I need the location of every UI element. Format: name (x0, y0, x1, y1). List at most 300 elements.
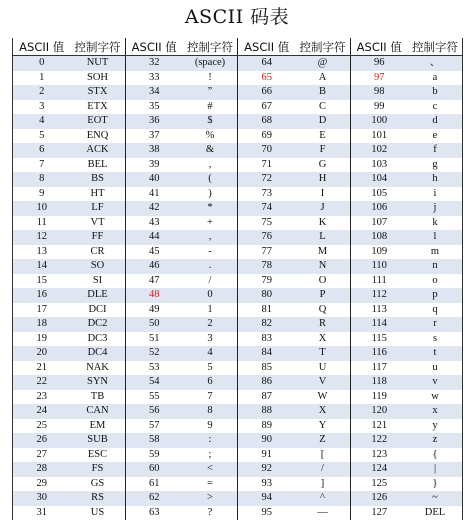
control-char-cell: Q (296, 303, 351, 318)
table-row (13, 129, 463, 144)
control-char-cell: # (183, 100, 238, 115)
control-char-cell: 8 (183, 404, 238, 419)
ascii-value-cell: 93 (238, 477, 296, 492)
table-row (13, 303, 463, 318)
ascii-value-cell: 118 (350, 375, 408, 390)
ascii-value-cell: 78 (238, 259, 296, 274)
table-row (13, 172, 463, 187)
control-char-cell: SO (71, 259, 126, 274)
ascii-value-cell: 100 (350, 114, 408, 129)
ascii-value-cell: 97 (350, 71, 408, 86)
control-char-cell: DC4 (71, 346, 126, 361)
control-char-cell: z (408, 433, 463, 448)
ascii-value-cell: 109 (350, 245, 408, 260)
control-char-cell: J (296, 201, 351, 216)
ascii-value-cell: 74 (238, 201, 296, 216)
control-char-cell: ! (183, 71, 238, 86)
control-char-cell: e (408, 129, 463, 144)
ascii-value-cell: 7 (13, 158, 71, 173)
control-char-cell: k (408, 216, 463, 231)
ascii-value-cell: 41 (125, 187, 183, 202)
ascii-value-cell: 62 (125, 491, 183, 506)
control-char-cell: LF (71, 201, 126, 216)
ascii-value-cell: 89 (238, 419, 296, 434)
ascii-value-cell: 110 (350, 259, 408, 274)
control-char-cell: @ (296, 56, 351, 71)
ascii-value-cell: 24 (13, 404, 71, 419)
control-char-cell: a (408, 71, 463, 86)
control-char-cell: r (408, 317, 463, 332)
ascii-value-cell: 98 (350, 85, 408, 100)
header-ascii-value: ASCII 值 (13, 38, 71, 56)
control-char-cell: > (183, 491, 238, 506)
ascii-value-cell: 32 (125, 56, 183, 71)
header-ascii-value: ASCII 值 (238, 38, 296, 56)
control-char-cell: x (408, 404, 463, 419)
ascii-value-cell: 103 (350, 158, 408, 173)
table-row (13, 71, 463, 86)
control-char-cell: HT (71, 187, 126, 202)
ascii-value-cell: 126 (350, 491, 408, 506)
ascii-value-cell: 21 (13, 361, 71, 376)
control-char-cell: V (296, 375, 351, 390)
ascii-value-cell: 5 (13, 129, 71, 144)
ascii-value-cell: 113 (350, 303, 408, 318)
control-char-cell: q (408, 303, 463, 318)
table-row (13, 404, 463, 419)
ascii-value-cell: 36 (125, 114, 183, 129)
ascii-value-cell: 53 (125, 361, 183, 376)
ascii-value-cell: 43 (125, 216, 183, 231)
control-char-cell: o (408, 274, 463, 289)
control-char-cell: * (183, 201, 238, 216)
ascii-value-cell: 125 (350, 477, 408, 492)
control-char-cell: ; (183, 448, 238, 463)
control-char-cell: SI (71, 274, 126, 289)
control-char-cell: b (408, 85, 463, 100)
ascii-value-cell: 26 (13, 433, 71, 448)
control-char-cell: . (183, 259, 238, 274)
ascii-value-cell: 22 (13, 375, 71, 390)
control-char-cell: h (408, 172, 463, 187)
control-char-cell: ~ (408, 491, 463, 506)
control-char-cell: SYN (71, 375, 126, 390)
ascii-value-cell: 92 (238, 462, 296, 477)
control-char-cell: ACK (71, 143, 126, 158)
ascii-value-cell: 27 (13, 448, 71, 463)
ascii-value-cell: 124 (350, 462, 408, 477)
control-char-cell: SUB (71, 433, 126, 448)
table-row (13, 433, 463, 448)
ascii-value-cell: 121 (350, 419, 408, 434)
control-char-cell: CR (71, 245, 126, 260)
ascii-value-cell: 2 (13, 85, 71, 100)
ascii-table (12, 38, 463, 520)
ascii-value-cell: 44 (125, 230, 183, 245)
control-char-cell: [ (296, 448, 351, 463)
ascii-value-cell: 84 (238, 346, 296, 361)
control-char-cell: K (296, 216, 351, 231)
control-char-cell: TB (71, 390, 126, 405)
ascii-value-cell: 108 (350, 230, 408, 245)
ascii-value-cell: 33 (125, 71, 183, 86)
ascii-value-cell: 65 (238, 71, 296, 86)
control-char-cell: m (408, 245, 463, 260)
control-char-cell: M (296, 245, 351, 260)
control-char-cell: : (183, 433, 238, 448)
table-row (13, 259, 463, 274)
ascii-value-cell: 29 (13, 477, 71, 492)
ascii-value-cell: 50 (125, 317, 183, 332)
control-char-cell: 2 (183, 317, 238, 332)
control-char-cell: l (408, 230, 463, 245)
header-control-char: 控制字符 (71, 38, 126, 56)
control-char-cell: H (296, 172, 351, 187)
ascii-value-cell: 60 (125, 462, 183, 477)
table-row (13, 506, 463, 521)
ascii-value-cell: 9 (13, 187, 71, 202)
ascii-value-cell: 107 (350, 216, 408, 231)
table-row (13, 85, 463, 100)
ascii-value-cell: 45 (125, 245, 183, 260)
control-char-cell: y (408, 419, 463, 434)
control-char-cell: ” (183, 85, 238, 100)
ascii-value-cell: 38 (125, 143, 183, 158)
control-char-cell: F (296, 143, 351, 158)
control-char-cell: (space) (183, 56, 238, 71)
ascii-value-cell: 40 (125, 172, 183, 187)
control-char-cell: 6 (183, 375, 238, 390)
control-char-cell: g (408, 158, 463, 173)
control-char-cell: W (296, 390, 351, 405)
ascii-value-cell: 99 (350, 100, 408, 115)
control-char-cell: & (183, 143, 238, 158)
control-char-cell: FF (71, 230, 126, 245)
control-char-cell: US (71, 506, 126, 521)
control-char-cell: C (296, 100, 351, 115)
ascii-value-cell: 122 (350, 433, 408, 448)
ascii-value-cell: 48 (125, 288, 183, 303)
ascii-value-cell: 83 (238, 332, 296, 347)
table-row (13, 346, 463, 361)
table-row (13, 332, 463, 347)
control-char-cell: $ (183, 114, 238, 129)
control-char-cell: u (408, 361, 463, 376)
ascii-value-cell: 80 (238, 288, 296, 303)
control-char-cell: BS (71, 172, 126, 187)
control-char-cell: d (408, 114, 463, 129)
header-ascii-value: ASCII 值 (125, 38, 183, 56)
ascii-value-cell: 30 (13, 491, 71, 506)
control-char-cell: DC3 (71, 332, 126, 347)
table-row (13, 419, 463, 434)
control-char-cell: Z (296, 433, 351, 448)
header-control-char: 控制字符 (408, 38, 463, 56)
control-char-cell: 、 (408, 56, 463, 71)
control-char-cell: DCI (71, 303, 126, 318)
control-char-cell: DLE (71, 288, 126, 303)
ascii-value-cell: 51 (125, 332, 183, 347)
control-char-cell: T (296, 346, 351, 361)
ascii-value-cell: 76 (238, 230, 296, 245)
control-char-cell: B (296, 85, 351, 100)
control-char-cell: N (296, 259, 351, 274)
ascii-value-cell: 18 (13, 317, 71, 332)
header-control-char: 控制字符 (296, 38, 351, 56)
ascii-value-cell: 90 (238, 433, 296, 448)
control-char-cell: BEL (71, 158, 126, 173)
control-char-cell: EOT (71, 114, 126, 129)
ascii-value-cell: 6 (13, 143, 71, 158)
control-char-cell: 7 (183, 390, 238, 405)
control-char-cell: j (408, 201, 463, 216)
control-char-cell: A (296, 71, 351, 86)
ascii-value-cell: 104 (350, 172, 408, 187)
ascii-value-cell: 101 (350, 129, 408, 144)
ascii-value-cell: 49 (125, 303, 183, 318)
table-row (13, 477, 463, 492)
ascii-value-cell: 77 (238, 245, 296, 260)
ascii-value-cell: 25 (13, 419, 71, 434)
ascii-value-cell: 123 (350, 448, 408, 463)
control-char-cell: = (183, 477, 238, 492)
ascii-value-cell: 19 (13, 332, 71, 347)
ascii-value-cell: 28 (13, 462, 71, 477)
ascii-value-cell: 11 (13, 216, 71, 231)
header-control-char: 控制字符 (183, 38, 238, 56)
control-char-cell: 4 (183, 346, 238, 361)
ascii-value-cell: 13 (13, 245, 71, 260)
control-char-cell: NAK (71, 361, 126, 376)
table-row (13, 114, 463, 129)
ascii-value-cell: 16 (13, 288, 71, 303)
ascii-value-cell: 3 (13, 100, 71, 115)
control-char-cell: E (296, 129, 351, 144)
control-char-cell: O (296, 274, 351, 289)
table-row (13, 56, 463, 71)
ascii-value-cell: 54 (125, 375, 183, 390)
ascii-value-cell: 81 (238, 303, 296, 318)
ascii-value-cell: 47 (125, 274, 183, 289)
control-char-cell: P (296, 288, 351, 303)
control-char-cell: { (408, 448, 463, 463)
ascii-value-cell: 94 (238, 491, 296, 506)
ascii-value-cell: 35 (125, 100, 183, 115)
ascii-value-cell: 95 (238, 506, 296, 521)
ascii-value-cell: 63 (125, 506, 183, 521)
control-char-cell: ETX (71, 100, 126, 115)
ascii-value-cell: 79 (238, 274, 296, 289)
table-row (13, 288, 463, 303)
control-char-cell: ESC (71, 448, 126, 463)
table-row (13, 274, 463, 289)
control-char-cell: GS (71, 477, 126, 492)
ascii-value-cell: 37 (125, 129, 183, 144)
ascii-value-cell: 61 (125, 477, 183, 492)
control-char-cell: i (408, 187, 463, 202)
table-row (13, 216, 463, 231)
table-row (13, 375, 463, 390)
control-char-cell: , (183, 158, 238, 173)
ascii-value-cell: 82 (238, 317, 296, 332)
control-char-cell: + (183, 216, 238, 231)
control-char-cell: c (408, 100, 463, 115)
control-char-cell: L (296, 230, 351, 245)
control-char-cell: p (408, 288, 463, 303)
control-char-cell: s (408, 332, 463, 347)
ascii-value-cell: 57 (125, 419, 183, 434)
control-char-cell: CAN (71, 404, 126, 419)
ascii-value-cell: 1 (13, 71, 71, 86)
control-char-cell: 9 (183, 419, 238, 434)
ascii-value-cell: 20 (13, 346, 71, 361)
control-char-cell: % (183, 129, 238, 144)
control-char-cell: n (408, 259, 463, 274)
ascii-value-cell: 59 (125, 448, 183, 463)
ascii-value-cell: 71 (238, 158, 296, 173)
page-title: ASCII 码表 (184, 6, 290, 28)
header-ascii-value: ASCII 值 (350, 38, 408, 56)
ascii-value-cell: 39 (125, 158, 183, 173)
table-row (13, 100, 463, 115)
control-char-cell: VT (71, 216, 126, 231)
control-char-cell: v (408, 375, 463, 390)
control-char-cell: R (296, 317, 351, 332)
control-char-cell: } (408, 477, 463, 492)
ascii-value-cell: 58 (125, 433, 183, 448)
ascii-value-cell: 112 (350, 288, 408, 303)
ascii-value-cell: 72 (238, 172, 296, 187)
table-row (13, 201, 463, 216)
control-char-cell: / (296, 462, 351, 477)
table-row (13, 448, 463, 463)
control-char-cell: U (296, 361, 351, 376)
ascii-value-cell: 64 (238, 56, 296, 71)
control-char-cell: 5 (183, 361, 238, 376)
table-body (13, 56, 463, 521)
ascii-value-cell: 127 (350, 506, 408, 521)
control-char-cell: RS (71, 491, 126, 506)
ascii-value-cell: 42 (125, 201, 183, 216)
ascii-value-cell: 46 (125, 259, 183, 274)
control-char-cell: t (408, 346, 463, 361)
control-char-cell: DC2 (71, 317, 126, 332)
ascii-value-cell: 17 (13, 303, 71, 318)
control-char-cell: ) (183, 187, 238, 202)
ascii-value-cell: 73 (238, 187, 296, 202)
control-char-cell: 1 (183, 303, 238, 318)
control-char-cell: ( (183, 172, 238, 187)
ascii-value-cell: 111 (350, 274, 408, 289)
table-row (13, 143, 463, 158)
ascii-value-cell: 31 (13, 506, 71, 521)
ascii-value-cell: 85 (238, 361, 296, 376)
ascii-value-cell: 88 (238, 404, 296, 419)
ascii-value-cell: 119 (350, 390, 408, 405)
table-row (13, 245, 463, 260)
control-char-cell: 0 (183, 288, 238, 303)
ascii-value-cell: 75 (238, 216, 296, 231)
control-char-cell: EM (71, 419, 126, 434)
table-row (13, 462, 463, 477)
ascii-value-cell: 115 (350, 332, 408, 347)
table-row (13, 390, 463, 405)
control-char-cell: f (408, 143, 463, 158)
control-char-cell: SOH (71, 71, 126, 86)
ascii-value-cell: 96 (350, 56, 408, 71)
control-char-cell: / (183, 274, 238, 289)
ascii-value-cell: 23 (13, 390, 71, 405)
ascii-value-cell: 86 (238, 375, 296, 390)
ascii-value-cell: 4 (13, 114, 71, 129)
control-char-cell: — (296, 506, 351, 521)
table-row (13, 361, 463, 376)
ascii-value-cell: 102 (350, 143, 408, 158)
control-char-cell: ] (296, 477, 351, 492)
ascii-value-cell: 0 (13, 56, 71, 71)
ascii-value-cell: 69 (238, 129, 296, 144)
ascii-value-cell: 8 (13, 172, 71, 187)
control-char-cell: Y (296, 419, 351, 434)
control-char-cell: X (296, 332, 351, 347)
ascii-value-cell: 55 (125, 390, 183, 405)
control-char-cell: FS (71, 462, 126, 477)
control-char-cell: ^ (296, 491, 351, 506)
control-char-cell: D (296, 114, 351, 129)
table-row (13, 187, 463, 202)
ascii-value-cell: 116 (350, 346, 408, 361)
ascii-value-cell: 120 (350, 404, 408, 419)
ascii-value-cell: 15 (13, 274, 71, 289)
ascii-value-cell: 70 (238, 143, 296, 158)
ascii-value-cell: 117 (350, 361, 408, 376)
control-char-cell: ENQ (71, 129, 126, 144)
table-row (13, 491, 463, 506)
control-char-cell: G (296, 158, 351, 173)
ascii-value-cell: 34 (125, 85, 183, 100)
ascii-value-cell: 68 (238, 114, 296, 129)
control-char-cell: ? (183, 506, 238, 521)
control-char-cell: X (296, 404, 351, 419)
ascii-value-cell: 56 (125, 404, 183, 419)
ascii-value-cell: 14 (13, 259, 71, 274)
control-char-cell: | (408, 462, 463, 477)
control-char-cell: w (408, 390, 463, 405)
ascii-value-cell: 106 (350, 201, 408, 216)
table-row (13, 317, 463, 332)
ascii-value-cell: 105 (350, 187, 408, 202)
header-row (13, 38, 463, 56)
ascii-value-cell: 52 (125, 346, 183, 361)
control-char-cell: < (183, 462, 238, 477)
control-char-cell: - (183, 245, 238, 260)
control-char-cell: STX (71, 85, 126, 100)
table-row (13, 230, 463, 245)
control-char-cell: 3 (183, 332, 238, 347)
ascii-value-cell: 87 (238, 390, 296, 405)
ascii-value-cell: 12 (13, 230, 71, 245)
ascii-value-cell: 10 (13, 201, 71, 216)
control-char-cell: DEL (408, 506, 463, 521)
table-row (13, 158, 463, 173)
ascii-value-cell: 91 (238, 448, 296, 463)
control-char-cell: , (183, 230, 238, 245)
control-char-cell: NUT (71, 56, 126, 71)
ascii-value-cell: 114 (350, 317, 408, 332)
ascii-value-cell: 67 (238, 100, 296, 115)
ascii-value-cell: 66 (238, 85, 296, 100)
control-char-cell: I (296, 187, 351, 202)
